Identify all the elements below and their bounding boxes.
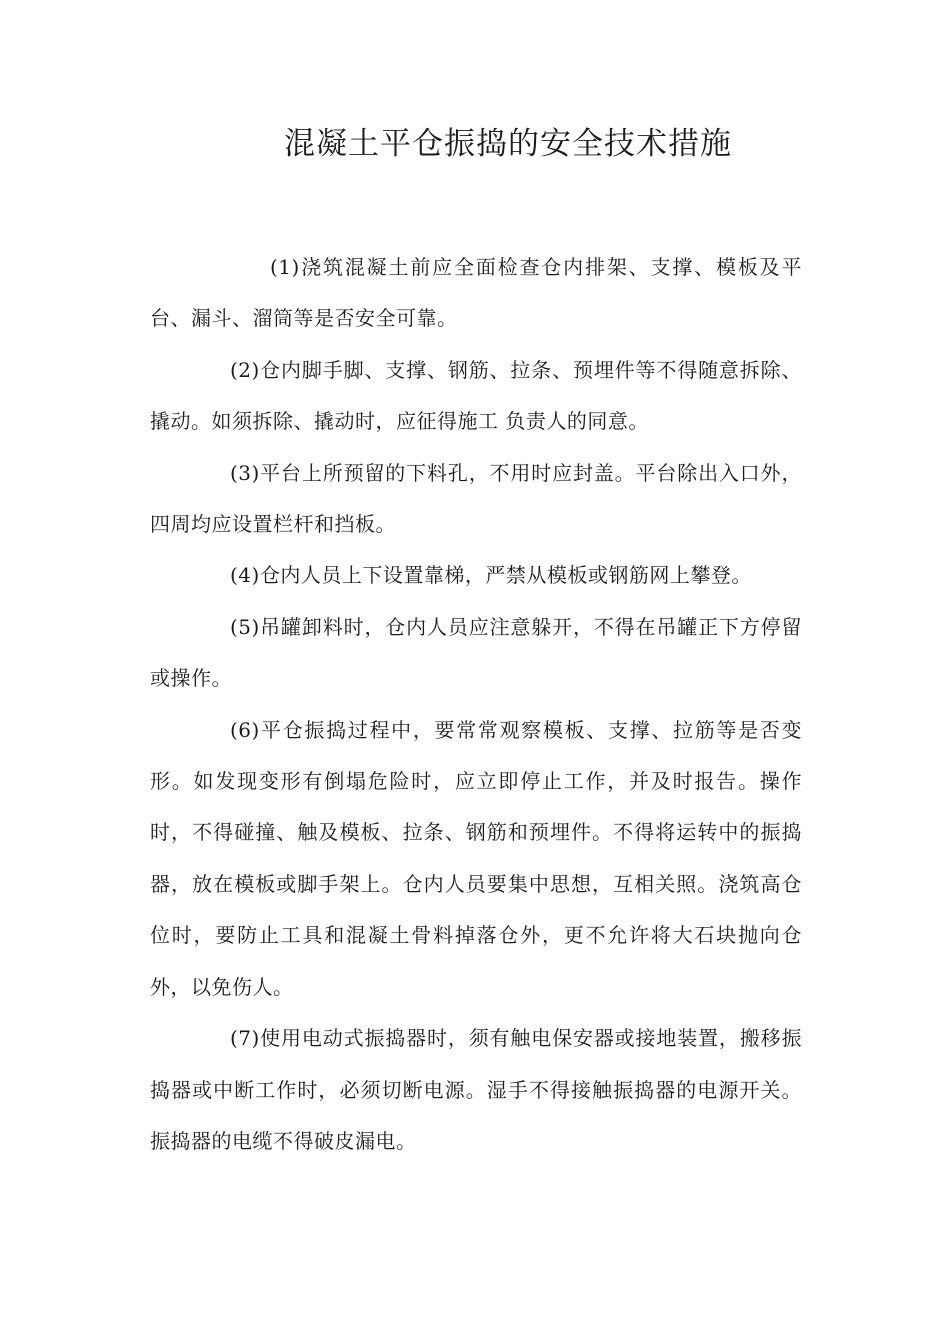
document-body bbox=[150, 242, 802, 1167]
paragraph-2: (2)仓内脚手脚、支撑、钢筋、拉条、预埋件等不得随意拆除、撬动。如须拆除、撬动时，应征得施工 负责人的同意。 bbox=[150, 357, 802, 434]
paragraph-3: (3)平台上所预留的下料孔，不用时应封盖。平台除出入口外，四周均应设置栏杆和挡板。 bbox=[150, 460, 802, 537]
paragraph-4: (4)仓内人员上下设置靠梯，严禁从模板或钢筋网上攀登。 bbox=[230, 563, 752, 588]
paragraph-7: (7)使用电动式振捣器时，须有触电保安器或接地装置，搬移振捣器或中断工作时，必须切断电源。湿手不得接触振捣器的电源开关。振捣器的电缆不得破皮漏电。 bbox=[150, 1026, 802, 1153]
page-title: 混凝土平仓振捣的安全技术措施 bbox=[284, 126, 732, 162]
paragraph-5: (5)吊罐卸料时，仓内人员应注意躲开，不得在吊罐正下方停留或操作。 bbox=[150, 614, 802, 691]
paragraph-1: (1)浇筑混凝土前应全面检查仓内排架、支撑、模板及平台、漏斗、溜筒等是否安全可靠。 bbox=[150, 255, 802, 331]
paragraph-6: (6)平仓振捣过程中，要常常观察模板、支撑、拉筋等是否变形。如发现变形有倒塌危险时，应立即停止工作，并及时报告。操作时，不得碰撞、触及模板、拉条、钢筋和预埋件。不得将运转中的振捣器，放在模板或脚手架上。仓内人员要集中思想，互相关照。浇筑高仓位时，要防止工具和混凝土骨料掉落仓外，更不允许将大石块抛向仓外，以免伤人。 bbox=[150, 717, 802, 999]
